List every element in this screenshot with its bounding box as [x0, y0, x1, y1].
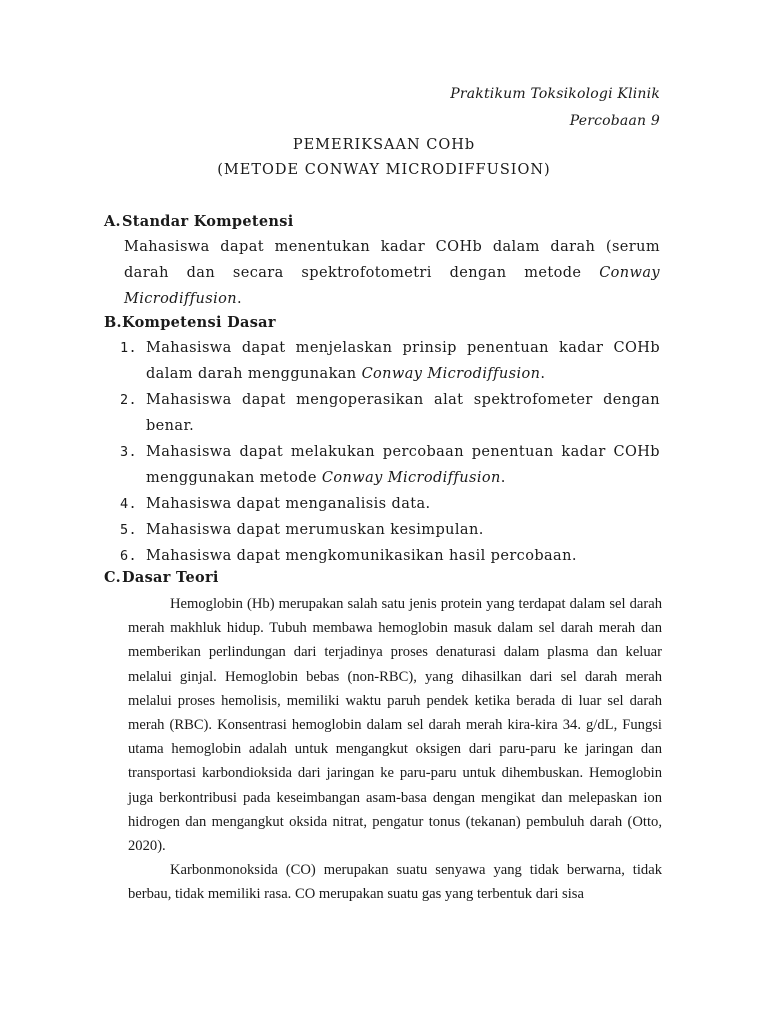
list-item-number: 3. [120, 444, 138, 460]
section-a-heading [104, 213, 294, 230]
list-item-text: Mahasiswa dapat mengkomunikasikan hasil percobaan. [146, 548, 577, 564]
list-item-text: Mahasiswa dapat mengoperasikan alat spektrofometer dengan benar. [146, 392, 660, 434]
list-item-italic: Conway Microdiffusion [361, 366, 541, 382]
theory-paragraph-1: Hemoglobin (Hb) merupakan salah satu jenis protein yang terdapat dalam sel darah merah makhluk hidup. Tubuh membawa hemoglobin masuk dalam sel darah merah dan memberikan perlindungan dari terjadinya proses denaturasi dalam plasma dan keluar melalui ginjal. Hemoglobin bebas (non-RBC), yang dihasilkan dari sel darah merah melalui proses hemolisis, memiliki waktu paruh pendek ketika berada di luar sel darah merah (RBC). Konsentrasi hemoglobin dalam sel darah merah kira-kira 34. g/dL, Fungsi utama hemoglobin adalah untuk mengangkut oksigen dari paru-paru ke jaringan dan transportasi karbondioksida dari jaringan ke paru-paru untuk dihembuskan. Hemoglobin juga berkontribusi pada keseimbangan asam-basa dengan mengikat dan melepaskan ion hidrogen dan mengangkut oksida nitrat, pengatur tonus (tekanan) pembuluh darah (Otto, 2020). [128, 596, 662, 855]
list-item-number: 2. [120, 392, 138, 408]
list-item-number: 5. [120, 522, 138, 538]
document-title: PEMERIKSAAN COHb [292, 137, 476, 153]
section-b-letter: B. [104, 314, 122, 331]
list-item [120, 543, 660, 569]
section-c-letter: C. [104, 569, 121, 586]
list-item-end: . [540, 366, 546, 382]
section-a-letter: A. [104, 213, 121, 230]
section-a-text-main: Mahasiswa dapat menentukan kadar COHb dalam darah (serum darah dan secara spektrofotometri dengan metode [124, 239, 660, 281]
list-item-number: 6. [120, 548, 138, 564]
section-a-text-italic: Conway Microdiffusion [124, 265, 660, 307]
section-b-heading [104, 314, 276, 331]
document-subtitle: (METODE CONWAY MICRODIFFUSION) [217, 162, 551, 178]
section-b-title: Kompetensi Dasar [122, 314, 276, 331]
list-item-number: 4. [120, 496, 138, 512]
course-title: Praktikum Toksikologi Klinik [450, 86, 660, 102]
list-item-text: Mahasiswa dapat menjelaskan prinsip penentuan kadar COHb dalam darah menggunakan [146, 340, 660, 382]
list-item [120, 517, 660, 543]
list-item [120, 439, 660, 491]
list-item [120, 491, 660, 517]
list-item-italic: Conway Microdiffusion [321, 470, 501, 486]
section-c-heading [104, 569, 219, 586]
section-a-title: Standar Kompetensi [122, 213, 294, 230]
list-item-number: 1. [120, 340, 138, 356]
list-item-text: Mahasiswa dapat merumuskan kesimpulan. [146, 522, 484, 538]
list-item [120, 387, 660, 439]
section-a-text [124, 234, 660, 312]
section-c-title: Dasar Teori [122, 569, 219, 586]
theory-body [128, 592, 662, 907]
list-item-text: Mahasiswa dapat melakukan percobaan penentuan kadar COHb menggunakan metode [146, 444, 660, 486]
section-a-text-end: . [237, 291, 243, 307]
list-item [120, 335, 660, 387]
list-item-text: Mahasiswa dapat menganalisis data. [146, 496, 431, 512]
list-item-end: . [500, 470, 506, 486]
competency-list [120, 335, 660, 569]
theory-paragraph-2: Karbonmonoksida (CO) merupakan suatu senyawa yang tidak berwarna, tidak berbau, tidak memiliki rasa. CO merupakan suatu gas yang terbentuk dari sisa [128, 862, 662, 903]
experiment-number: Percobaan 9 [569, 113, 660, 129]
